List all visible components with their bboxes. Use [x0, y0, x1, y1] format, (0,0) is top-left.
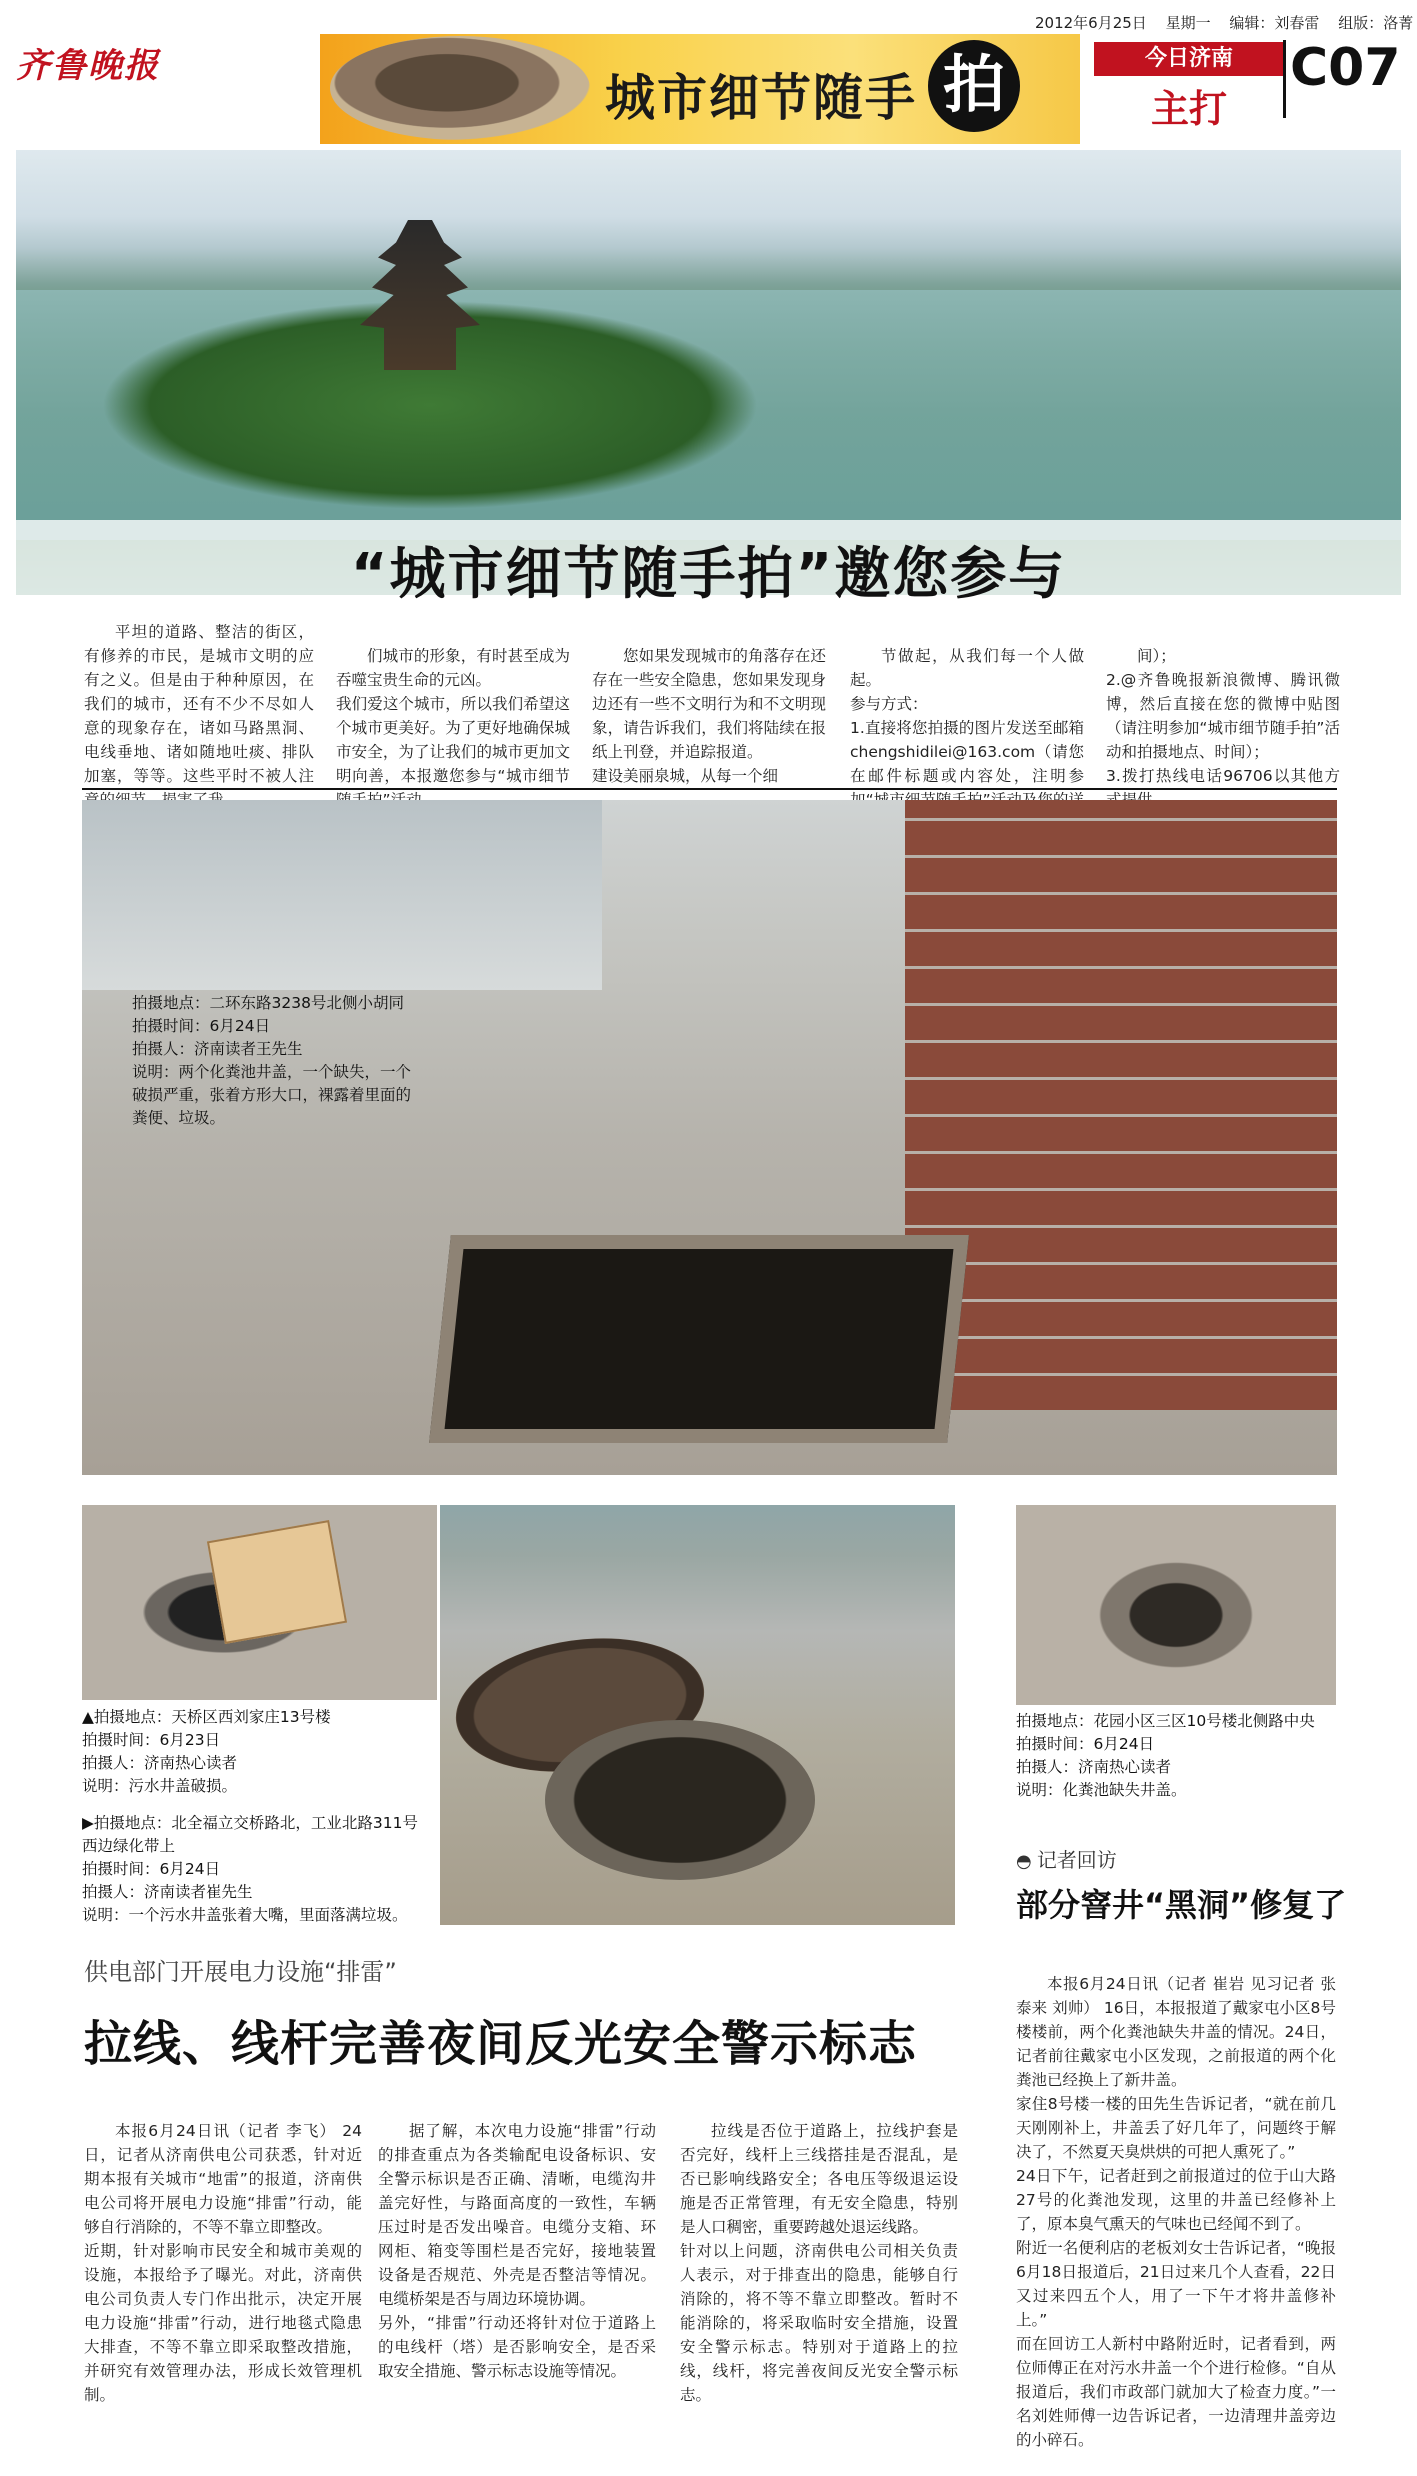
photo-small-3-caption — [1016, 1710, 1346, 1802]
caption-photographer: 拍摄人：济南读者王先生 — [132, 1040, 303, 1058]
sidebar-headline: 部分窨井“黑洞”修复了 — [1016, 1886, 1347, 1924]
caption-location: 拍摄地点：花园小区三区10号楼北侧路中央 — [1016, 1712, 1315, 1730]
issue-date: 2012年6月25日 — [1035, 14, 1147, 32]
article-col-2 — [378, 2095, 656, 2407]
issue-weekday: 星期一 — [1165, 14, 1211, 32]
sidebar-tag-text: 记者回访 — [1036, 1848, 1117, 1872]
sidebar-body — [1016, 1948, 1336, 2476]
manhole-illustration — [330, 36, 590, 140]
caption-desc: 说明：一个污水井盖张着大嘴，里面落满垃圾。 — [82, 1906, 408, 1924]
section-label: 今日济南 — [1094, 42, 1284, 76]
caption-desc: 说明：污水井盖破损。 — [82, 1777, 238, 1795]
column-title-pai: 拍 — [928, 40, 1020, 132]
caption-time: 拍摄时间：6月23日 — [82, 1731, 221, 1749]
caption-location: ▶拍摄地点：北全福立交桥路北，工业北路311号西边绿化带上 — [82, 1814, 419, 1855]
editor-credit: 编辑：刘春雷 — [1229, 14, 1320, 32]
photo-small-2-caption — [82, 1812, 432, 1927]
caption-desc: 说明：两个化粪池井盖，一个缺失，一个破损严重，张着方形大口，裸露着里面的粪便、垃圾。 — [132, 1063, 412, 1127]
article-text-3: 拉线是否位于道路上，拉线护套是否完好，线杆上三线搭挂是否混乱，是否已影响线路安全；各电压等级退运设施是否正常管理，有无安全隐患，特别是人口稠密，重要跨越处退运线路。 针对以上问题，济南供电公司相关负责人表示，对于排查出的隐患，能够自行消除的，将不等不靠立即整改。暂时不能消除的，将采取临时安全措施，设置安全警示标志。特别对于道路上的拉线，线杆，将完善夜间反光安全警示标志。 — [680, 2122, 958, 2404]
section-rule — [82, 788, 1337, 790]
subsection-label: 主打 — [1150, 87, 1227, 131]
main-photo-alley — [82, 800, 602, 990]
article-text-2: 据了解，本次电力设施“排雷”行动的排查重点为各类输配电设备标识、安全警示标识是否正确、清晰，电缆沟井盖完好性，与路面高度的一致性，车辆压过时是否发出噪音。电缆分支箱、环网柜、箱变等围栏是否完好，接地装置设备是否规范、外壳是否整洁等情况。电缆桥架是否与周边环境协调。 另外，“排雷”行动还将针对位于道路上的电线杆（塔）是否影响安全，是否采取安全措施、警示标志设施等情况。 — [378, 2122, 656, 2380]
photo-small-1-board — [207, 1520, 347, 1644]
photo-small-3 — [1016, 1505, 1336, 1705]
caption-location: ▲拍摄地点：天桥区西刘家庄13号楼 — [82, 1708, 331, 1726]
caption-photographer: 拍摄人：济南热心读者 — [82, 1754, 238, 1772]
reporter-icon: ◓ — [1016, 1851, 1032, 1872]
photo-small-2-hole — [545, 1720, 815, 1880]
article-headline: 拉线、线杆完善夜间反光安全警示标志 — [84, 2016, 918, 2072]
intro-text-3: 您如果发现城市的角落存在还存在一些安全隐患，您如果发现身边还有一些不文明行为和不文明现象，请告诉我们，我们将陆续在报纸上刊登，并追踪报道。 建设美丽泉城，从每一个细 — [592, 647, 826, 785]
photo-small-1-caption — [82, 1706, 432, 1798]
intro-col-1 — [84, 620, 314, 812]
caption-location: 拍摄地点：二环东路3238号北侧小胡同 — [132, 994, 404, 1012]
caption-photographer: 拍摄人：济南热心读者 — [1016, 1758, 1172, 1776]
main-photo-caption — [132, 992, 422, 1130]
article-kicker: 供电部门开展电力设施“排雷” — [84, 1958, 397, 1986]
layout-credit: 组版：洛菁 — [1338, 14, 1414, 32]
article-col-1 — [84, 2095, 362, 2431]
hero-headline: “城市细节随手拍”邀您参与 — [350, 542, 1067, 607]
article-text-1: 本报6月24日讯（记者 李飞） 24日，记者从济南供电公司获悉，针对近期本报有关城市“地雷”的报道，济南供电公司将开展电力设施“排雷”行动，能够自行消除的，不等不靠立即整改。 近期，针对影响市民安全和城市美观的设施，本报给予了曝光。对此，济南供电公司负责人专门作出批示，决定开展电力设施“排雷”行动，进行地毯式隐患大排查，不等不靠立即采取整改措施，并研究有效管理办法，形成长效管理机制。 — [84, 2122, 362, 2404]
sidebar-text: 本报6月24日讯（记者 崔岩 见习记者 张泰来 刘帅） 16日，本报报道了戴家屯小区8号楼楼前，两个化粪池缺失井盖的情况。24日，记者前往戴家屯小区发现，之前报道的两个化粪池已经换上了新井盖。 家住8号楼一楼的田先生告诉记者，“就在前几天刚刚补上，井盖丢了好几年了，问题终于解决了，不然夏天臭烘烘的可把人熏死了。” 24日下午，记者赶到之前报道过的位于山大路27号的化粪池发现，这里的井盖已经修补上了，原本臭气熏天的气味也已经闻不到了。 附近一名便利店的老板刘女士告诉记者，“晚报6月18日报道后，21日过来几个人查看，22日又过来四五个人，用了一下午才将井盖修补上。” 而在回访工人新村中路附近时，记者看到，两位师傅正在对污水井盖一个个进行检修。“自从报道后，我们市政部门就加大了检查力度。”一名刘姓师傅一边告诉记者，一边清理井盖旁边的小碎石。 — [1016, 1975, 1336, 2449]
column-title: 城市细节随手 — [605, 69, 917, 127]
caption-time: 拍摄时间：6月24日 — [132, 1017, 271, 1035]
main-photo-open-pit — [429, 1235, 969, 1443]
intro-text-2: 们城市的形象，有时甚至成为吞噬宝贵生命的元凶。 我们爱这个城市，所以我们希望这个城市更美好。为了更好地确保城市安全，为了让我们的城市更加文明向善，本报邀您参与“城市细节 — [336, 647, 570, 785]
sidebar-tag — [1016, 1844, 1117, 1873]
caption-time: 拍摄时间：6月24日 — [82, 1860, 221, 1878]
intro-text-4: 节做起，从我们每一个人做起。 参与方式： 1.直接将您拍摄的图片发送至邮箱chengshidilei@163.com（请您在邮件标题或内容处，注明参 — [850, 647, 1084, 785]
page-number: C07 — [1290, 38, 1401, 98]
caption-photographer: 拍摄人：济南读者崔先生 — [82, 1883, 253, 1901]
intro-text-5: 间）； 2.@齐鲁晚报新浪微博、腾讯微博，然后直接在您的微博中贴图（请注明参加“城市细节随手拍”活动和拍摄地点、时间）； 3.拨打热线电话96706以其他方 — [1106, 647, 1340, 785]
paper-logo: 齐鲁晚报 — [16, 46, 160, 86]
caption-time: 拍摄时间：6月24日 — [1016, 1735, 1155, 1753]
intro-text-1: 平坦的道路、整洁的街区，有修养的市民，是城市文明的应有之义。但是由于种种原因，在我们的城市，还有不少不尽如人意的现象存在，诸如马路黑洞、电线垂地、诸如随地吐痰、排队加塞，等等。这些平时不被人注 — [84, 623, 314, 785]
caption-desc: 说明：化粪池缺失井盖。 — [1016, 1781, 1187, 1799]
intro-col-3 — [592, 620, 826, 812]
header-divider — [1283, 40, 1286, 118]
main-photo-brick-wall — [905, 800, 1337, 1410]
article-col-3 — [680, 2095, 958, 2431]
masthead-meta — [1035, 12, 1417, 33]
